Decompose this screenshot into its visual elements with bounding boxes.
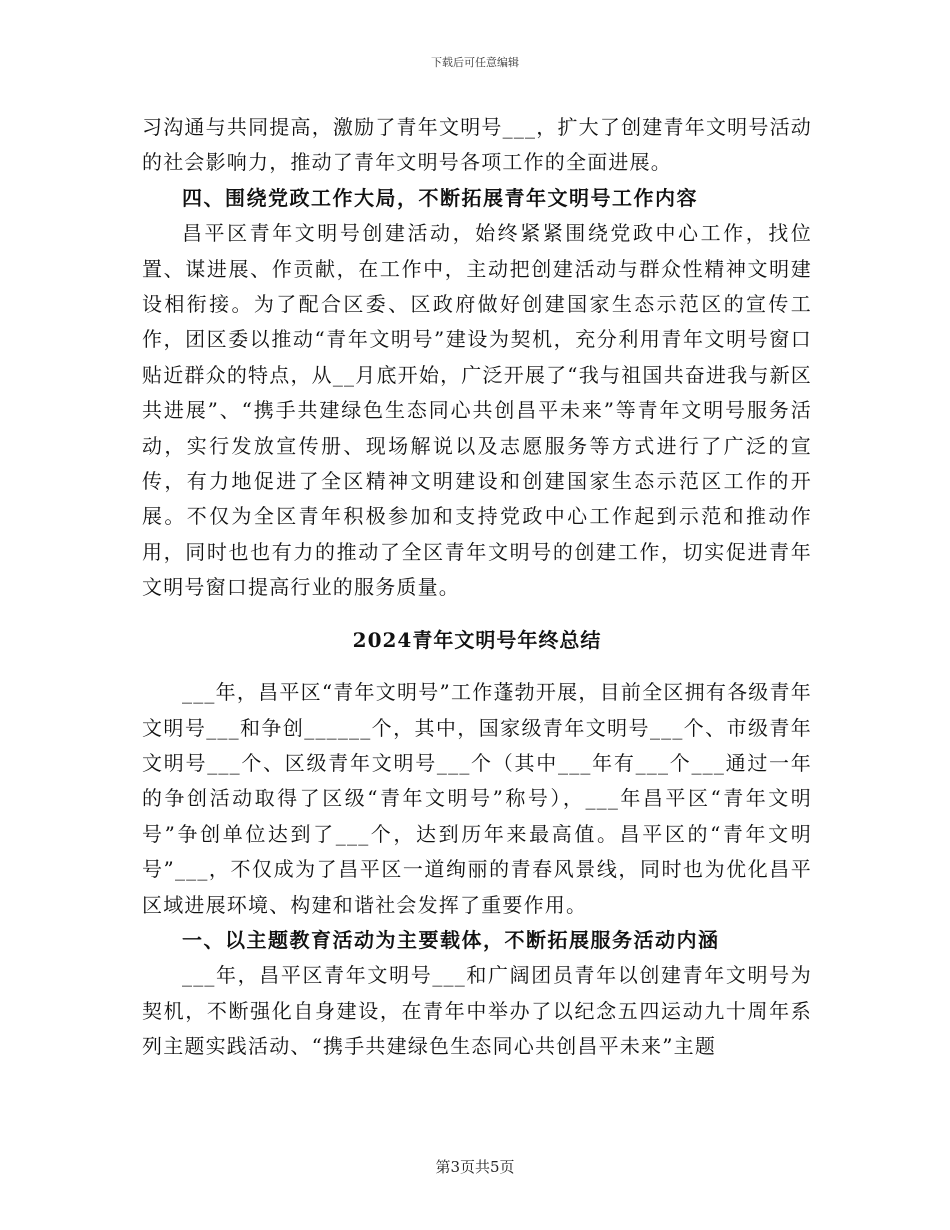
paragraph-changping-activities: 昌平区青年文明号创建活动，始终紧紧围绕党政中心工作，找位置、谋进展、作贡献，在工作中，主动把创建活动与群众性精神文明建设相衔接。为了配合区委、区政府做好创建国家生态示范区的宣传工作，团区委以推动“青年文明号”建设为契机，充分利用青年文明号窗口贴近群众的特点，从__月底开始，广泛开展了“我与祖国共奋进我与新区共进展”、“携手共建绿色生态同心共创昌平未来”等青年文明号服务活动，实行发放宣传册、现场解说以及志愿服务等方式进行了广泛的宣传，有力地促进了全区精神文明建设和创建国家生态示范区工作的开展。不仅为全区青年积极参加和支持党政中心工作起到示范和推动作用，同时也也有力的推动了全区青年文明号的创建工作，切实促进青年文明号窗口提高行业的服务质量。 <box>142 221 812 600</box>
page-number: 第3页共5页 <box>435 1158 515 1176</box>
page-header-note: 下载后可任意编辑 <box>431 56 519 69</box>
section-heading-1: 一、以主题教育活动为主要载体，不断拓展服务活动内涵 <box>182 927 720 952</box>
paragraph-summary-intro: ___年，昌平区“青年文明号”工作蓬勃开展，目前全区拥有各级青年文明号___和争创______个，其中，国家级青年文明号___个、市级青年文明号___个、区级青年文明号___个（其中___年有___个___通过一年的争创活动取得了区级“青年文明号”称号），___年昌平区“青年文明号”争创单位达到了___个，达到历年来最高值。昌平区的“青年文明号”___，不仅成为了昌平区一道绚丽的青春风景线，同时也为优化昌平区域进展环境、构建和谐社会发挥了重要作用。 <box>142 680 812 917</box>
paragraph-theme-education: ___年，昌平区青年文明号___和广阔团员青年以创建青年文明号为契机，不断强化自身建设，在青年中举办了以纪念五四运动九十周年系列主题实践活动、“携手共建绿色生态同心共创昌平未来”主题 <box>142 963 812 1059</box>
document-body <box>142 110 812 1065</box>
document-title: 2024青年文明号年终总结 <box>352 627 602 652</box>
paragraph-continued: 习沟通与共同提高，激励了青年文明号___，扩大了创建青年文明号活动的社会影响力，推动了青年文明号各项工作的全面进展。 <box>142 115 812 175</box>
section-heading-4: 四、围绕党政工作大局，不断拓展青年文明号工作内容 <box>182 185 698 210</box>
